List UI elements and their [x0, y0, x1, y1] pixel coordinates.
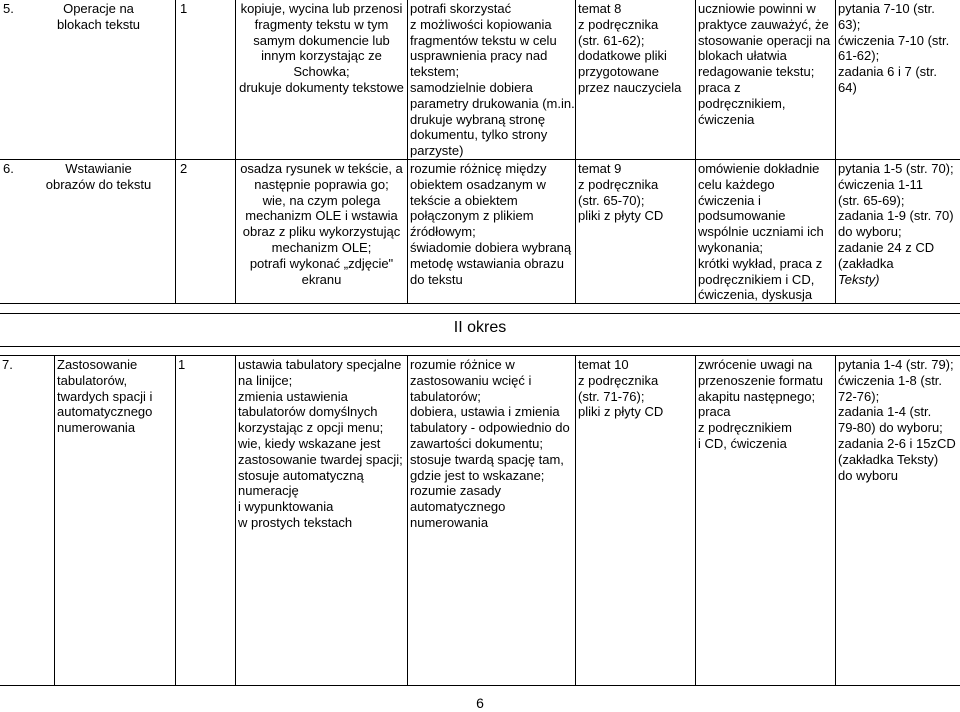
text-line: wspólnie uczniami ich	[698, 224, 824, 240]
text-line: twardych spacji i	[57, 388, 153, 404]
text-line: pytania 1-4 (str. 79);	[838, 357, 954, 372]
text-line: praktyce zauważyć, że	[698, 16, 829, 32]
text-line: Operacje na	[63, 1, 134, 16]
text-line: obiektem osadzanym w	[410, 176, 546, 192]
lesson-materials	[576, 159, 696, 303]
text-line: praca z	[698, 79, 741, 95]
text-line: dokumentu, tylko strony	[410, 127, 548, 143]
text-line: Zastosowanie	[57, 357, 138, 372]
text-line: do tekstu	[410, 271, 463, 287]
table-row	[0, 0, 960, 159]
text-line: samym dokumencie lub	[253, 32, 390, 48]
text-line: potrafi skorzystać	[410, 1, 512, 16]
text-line: ćwiczenia, dyskusja	[698, 287, 813, 303]
lesson-methods	[696, 159, 836, 303]
lesson-materials	[576, 0, 696, 159]
text-line: i wypunktowania	[238, 499, 334, 515]
text-line: i CD, ćwiczenia	[698, 435, 787, 451]
text-line: tabulatory - odpowiednio do	[410, 420, 570, 436]
text-line: ćwiczenia i	[698, 192, 761, 208]
text-line: z podręcznika	[578, 176, 659, 192]
text-line: rozumie różnicę między	[410, 160, 547, 176]
text-line: dodatkowe pliki	[578, 48, 667, 64]
text-line: automatycznego	[410, 499, 506, 515]
text-line: przez nauczyciela	[578, 79, 682, 95]
text-line: uczniowie powinni w	[698, 1, 816, 16]
text-line: temat 8	[578, 1, 622, 16]
text-line: podsumowanie	[698, 208, 786, 224]
text-line: temat 9	[578, 160, 622, 176]
text-line: (str. 61-62);	[578, 32, 645, 48]
text-line: podręcznikiem,	[698, 95, 786, 111]
lesson-number: 6.	[3, 160, 14, 176]
lesson-table-top	[0, 0, 960, 304]
text-line: pytania 1-5 (str. 70);	[838, 160, 954, 176]
lesson-hours: 2	[176, 159, 236, 303]
text-line: omówienie dokładnie	[698, 160, 820, 176]
text-line: stosuje automatyczną	[238, 467, 364, 483]
text-line: (zakładka	[838, 255, 894, 271]
lesson-check	[836, 159, 960, 303]
table-row	[0, 159, 960, 303]
text-line: Teksty)	[838, 271, 880, 287]
text-line: redagowanie tekstu;	[698, 64, 815, 80]
text-line: samodzielnie dobiera	[410, 79, 533, 95]
text-line: blokach tekstu	[56, 16, 141, 32]
text-line: innym korzystając ze	[261, 48, 382, 64]
text-line: zawartości dokumentu;	[410, 435, 543, 451]
text-line: Wstawianie	[65, 160, 132, 176]
text-line: numerowania	[57, 420, 136, 436]
text-line: pliki z płyty CD	[578, 404, 664, 420]
text-line: osadza rysunek w tekście, a	[240, 160, 403, 176]
lesson-goals	[236, 356, 408, 686]
text-line: blokach ułatwia	[698, 48, 787, 64]
text-line: (str. 65-69);	[838, 192, 905, 208]
text-line: zadania 1-4 (str.	[838, 404, 932, 420]
text-line: zadania 1-9 (str. 70)	[838, 208, 954, 224]
text-line: wie, na czym polega	[262, 192, 381, 208]
text-line: gdzie jest to wskazane;	[410, 467, 545, 483]
text-line: połączonym z plikiem	[410, 208, 534, 224]
text-line: mechanizm OLE i wstawia	[245, 208, 398, 224]
text-line: podręcznikiem i CD,	[698, 271, 815, 287]
lesson-hours: 1	[176, 356, 236, 686]
lesson-table-bottom	[0, 355, 960, 686]
lesson-check	[836, 356, 960, 686]
section-title: II okres	[453, 319, 507, 336]
section-header	[0, 313, 960, 347]
text-line: (str. 65-70);	[578, 192, 645, 208]
text-line: tabulatorów,	[57, 372, 128, 388]
text-line: parzyste)	[410, 143, 464, 159]
text-line: do wyboru	[838, 467, 898, 483]
text-line: obrazów do tekstu	[45, 176, 152, 192]
text-line: z podręcznika	[578, 372, 659, 388]
text-line: przenoszenie formatu	[698, 372, 824, 388]
text-line: dobiera, ustawia i zmienia	[410, 404, 560, 420]
text-line: (str. 71-76);	[578, 388, 645, 404]
text-line: 79-80) do wyboru;	[838, 420, 943, 436]
lesson-topic	[24, 1, 173, 33]
text-line: źródłowym;	[410, 224, 476, 240]
lesson-goals	[236, 0, 408, 159]
text-line: automatycznego	[57, 404, 153, 420]
lesson-number: 5.	[3, 1, 14, 16]
text-line: Schowka;	[293, 64, 350, 80]
text-line: ćwiczenia 1-11	[838, 176, 924, 192]
text-line: świadomie dobiera wybraną	[410, 239, 572, 255]
text-line: ćwiczenia 1-8 (str.	[838, 372, 943, 388]
text-line: ćwiczenia 7-10 (str.	[838, 32, 950, 48]
text-line: z możliwości kopiowania	[410, 16, 552, 32]
lesson-methods	[696, 0, 836, 159]
text-line: tekście a obiektem	[410, 192, 518, 208]
text-line: numerowania	[410, 514, 489, 530]
text-line: temat 10	[578, 357, 629, 372]
text-line: mechanizm OLE;	[271, 239, 372, 255]
page-number: 6	[476, 695, 484, 711]
text-line: drukuje dokumenty tekstowe	[239, 79, 404, 95]
text-line: zadania 2-6 i 15zCD	[838, 435, 956, 451]
text-line: tabulatorów domyślnych	[238, 404, 378, 420]
lesson-skills	[408, 159, 576, 303]
text-line: zastosowanie twardej spacji;	[238, 451, 403, 467]
text-line: stosuje twardą spację tam,	[410, 451, 564, 467]
text-line: fragmenty tekstu w tym	[254, 16, 389, 32]
text-line: w prostych tekstach	[238, 514, 353, 530]
text-line: zwrócenie uwagi na	[698, 357, 813, 372]
text-line: obraz z pliku wykorzystując	[242, 224, 401, 240]
text-line: fragmentów tekstu w celu	[410, 32, 557, 48]
lesson-check	[836, 0, 960, 159]
text-line: tabulatorów;	[410, 388, 481, 404]
text-line: tekstem;	[410, 64, 460, 80]
text-line: zadania 6 i 7 (str.	[838, 64, 937, 80]
text-line: usprawnienia pracy nad	[410, 48, 548, 64]
text-line: ustawia tabulatory specjalne	[238, 357, 402, 372]
text-line: parametry drukowania (m.in.	[410, 95, 575, 111]
text-line: 64)	[838, 79, 857, 95]
text-line: stosowanie operacji na	[698, 32, 831, 48]
lesson-topic	[55, 356, 176, 686]
lesson-topic	[24, 161, 173, 193]
text-line: wie, kiedy wskazane jest	[238, 435, 381, 451]
text-line: akapitu następnego;	[698, 388, 816, 404]
text-line: drukuje wybraną stronę	[410, 111, 546, 127]
text-line: wykonania;	[698, 239, 764, 255]
text-line: rozumie różnice w	[410, 357, 515, 372]
text-line: krótki wykład, praca z	[698, 255, 823, 271]
table-row	[0, 356, 960, 686]
text-line: rozumie zasady	[410, 483, 502, 499]
lesson-methods	[696, 356, 836, 686]
text-line: pytania 7-10 (str.	[838, 1, 935, 16]
text-line: zastosowaniu wcięć i	[410, 372, 532, 388]
lesson-number-topic	[0, 0, 176, 159]
text-line: zadanie 24 z CD	[838, 239, 935, 255]
text-line: zmienia ustawienia	[238, 388, 348, 404]
text-line: na linijce;	[238, 372, 293, 388]
text-line: pliki z płyty CD	[578, 208, 664, 224]
lesson-number: 7.	[0, 356, 55, 686]
text-line: numerację	[238, 483, 299, 499]
text-line: 72-76);	[838, 388, 880, 404]
lesson-skills	[408, 356, 576, 686]
lesson-materials	[576, 356, 696, 686]
text-line: z podręcznikiem	[698, 420, 792, 436]
lesson-goals	[236, 159, 408, 303]
text-line: 61-62);	[838, 48, 880, 64]
lesson-skills	[408, 0, 576, 159]
text-line: ekranu	[301, 271, 342, 287]
text-line: 63);	[838, 16, 861, 32]
text-line: (zakładka Teksty)	[838, 451, 939, 467]
text-line: ćwiczenia	[698, 111, 755, 127]
text-line: praca	[698, 404, 731, 420]
lesson-hours: 1	[176, 0, 236, 159]
lesson-number-topic	[0, 159, 176, 303]
text-line: przygotowane	[578, 64, 659, 80]
text-line: potrafi wykonać „zdjęcie"	[249, 255, 394, 271]
text-line: metodę wstawiania obrazu	[410, 255, 564, 271]
text-line: korzystając z opcji menu;	[238, 420, 384, 436]
text-line: następnie poprawia go;	[254, 176, 389, 192]
text-line: celu każdego	[698, 176, 775, 192]
text-line: kopiuje, wycina lub przenosi	[240, 1, 403, 16]
text-line: z podręcznika	[578, 16, 659, 32]
text-line: do wyboru;	[838, 224, 902, 240]
